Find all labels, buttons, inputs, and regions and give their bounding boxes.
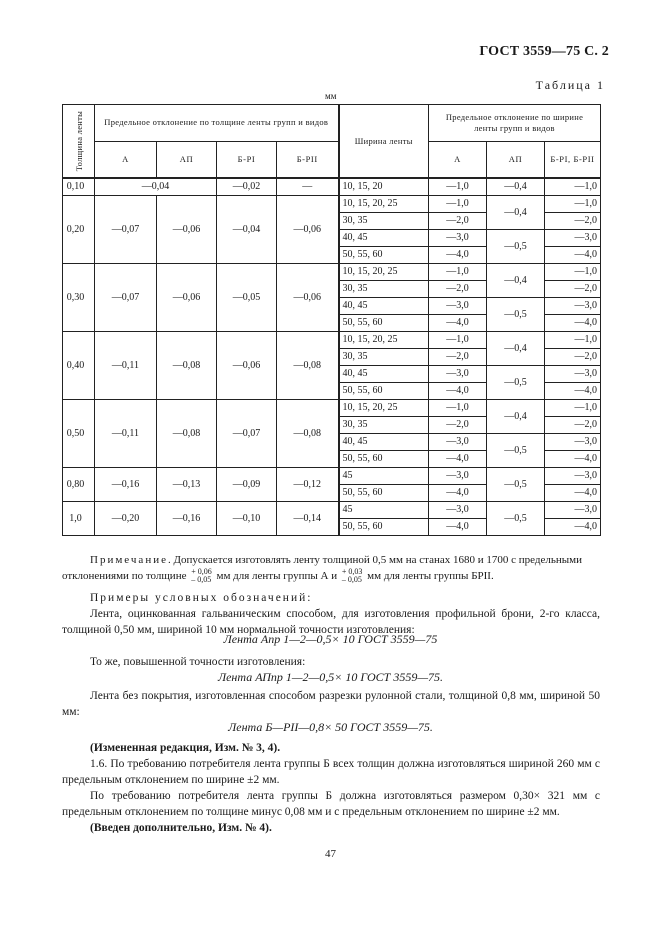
width-cell: 10, 15, 20, 25: [339, 400, 429, 417]
width-dev-ap-cell: —0,5: [487, 502, 545, 536]
width-dev-ap-cell: —0,4: [487, 264, 545, 298]
width-dev-a-cell: —3,0: [429, 298, 487, 315]
deviation-brp-cell: —0,07: [217, 400, 277, 468]
deviation-ap-cell: —0,08: [157, 332, 217, 400]
deviation-brp-cell: —0,09: [217, 468, 277, 502]
width-dev-b-cell: —4,0: [545, 383, 601, 400]
width-cell: 50, 55, 60: [339, 519, 429, 536]
width-dev-ap-cell: —0,5: [487, 468, 545, 502]
width-cell: 30, 35: [339, 281, 429, 298]
width-dev-a-cell: —2,0: [429, 281, 487, 298]
example-3-designation: Лента Б—РII—0,8× 50 ГОСТ 3559—75.: [228, 720, 433, 734]
width-dev-a-cell: —2,0: [429, 349, 487, 366]
width-dev-a-cell: —1,0: [429, 400, 487, 417]
table-caption: Таблица 1: [535, 78, 605, 92]
width-dev-b-cell: —2,0: [545, 213, 601, 230]
table-note: [62, 552, 600, 584]
deviation-a-cell: —0,07: [95, 196, 157, 264]
width-dev-a-cell: —3,0: [429, 434, 487, 451]
width-dev-b-cell: —3,0: [545, 230, 601, 247]
width-dev-b-cell: —2,0: [545, 349, 601, 366]
width-dev-ap-cell: —0,4: [487, 178, 545, 196]
width-cell: 50, 55, 60: [339, 315, 429, 332]
width-dev-b-cell: —3,0: [545, 298, 601, 315]
col-header-width-b: Б-РI, Б-РII: [545, 141, 601, 178]
width-dev-a-cell: —3,0: [429, 502, 487, 519]
deviation-brp-cell: —0,04: [217, 196, 277, 264]
width-dev-ap-cell: —0,4: [487, 332, 545, 366]
paragraph-1-6-b: По требованию потребителя лента группы Б должна изготовляться размером 0,30× 321 мм с предельным отклонением по толщине минус 0,08 мм и с предельным отклонением по ширине ±2 мм.: [62, 790, 600, 818]
col-header-brpii: Б-РII: [277, 141, 339, 178]
thickness-cell: 1,0: [63, 502, 95, 536]
width-cell: 40, 45: [339, 434, 429, 451]
note-fraction-brpii: + 0,03 – 0,05: [341, 567, 363, 585]
width-dev-a-cell: —1,0: [429, 196, 487, 213]
thickness-cell: 0,20: [63, 196, 95, 264]
deviation-a-cell: —0,16: [95, 468, 157, 502]
deviation-brpii-cell: —0,08: [277, 332, 339, 400]
thickness-header: Толщина ленты: [63, 105, 95, 179]
deviation-brp-cell: —0,06: [217, 332, 277, 400]
width-dev-b-cell: —3,0: [545, 468, 601, 485]
width-cell: 45: [339, 468, 429, 485]
deviation-brp-cell: —0,10: [217, 502, 277, 536]
table-row: [63, 400, 601, 417]
width-cell: 10, 15, 20, 25: [339, 264, 429, 281]
deviation-brpii-cell: —0,12: [277, 468, 339, 502]
amendment-note-1: (Измененная редакция, Изм. № 3, 4).: [90, 742, 281, 754]
deviation-a-cell: —0,20: [95, 502, 157, 536]
deviation-brpii-cell: —0,08: [277, 400, 339, 468]
width-cell: 40, 45: [339, 366, 429, 383]
col-header-width-a: А: [429, 141, 487, 178]
note-text-2: отклонениями по толщине: [62, 570, 187, 582]
note-fraction-a: + 0,06 – 0,05: [191, 567, 212, 585]
width-dev-b-cell: —1,0: [545, 332, 601, 349]
table-row: [63, 264, 601, 281]
width-cell: 30, 35: [339, 417, 429, 434]
thickness-cell: 0,50: [63, 400, 95, 468]
deviation-brp-cell: —0,05: [217, 264, 277, 332]
width-dev-ap-cell: —0,5: [487, 434, 545, 468]
note-text-1: . Допускается изготовлять ленту толщиной 0,5 мм на станах 1680 и 1700 с предельными: [167, 554, 582, 566]
width-dev-b-cell: —3,0: [545, 502, 601, 519]
width-cell: 40, 45: [339, 230, 429, 247]
note-text-3: мм для ленты группы А и: [216, 570, 338, 582]
col-header-width-ap: АП: [487, 141, 545, 178]
width-cell: 30, 35: [339, 213, 429, 230]
deviation-a-cell: —0,11: [95, 332, 157, 400]
col-header-brp: Б-РI: [217, 141, 277, 178]
deviation-brp-cell: —0,02: [217, 178, 277, 196]
width-dev-a-cell: —4,0: [429, 383, 487, 400]
width-dev-b-cell: —1,0: [545, 264, 601, 281]
width-dev-ap-cell: —0,4: [487, 400, 545, 434]
width-dev-b-cell: —3,0: [545, 434, 601, 451]
table-row: [63, 332, 601, 349]
width-dev-b-cell: —4,0: [545, 451, 601, 468]
amendment-note-2: (Введен дополнительно, Изм. № 4).: [90, 822, 272, 834]
tolerance-table: [62, 104, 601, 536]
width-deviation-header: Предельное отклонение по ширине ленты групп и видов: [429, 105, 601, 142]
note-text-4: мм для ленты группы БРII.: [367, 570, 494, 582]
deviation-a-cell: —0,11: [95, 400, 157, 468]
example-2-designation: Лента АПпр 1—2—0,5× 10 ГОСТ 3559—75.: [217, 670, 444, 684]
width-dev-a-cell: —3,0: [429, 366, 487, 383]
width-dev-a-cell: —1,0: [429, 178, 487, 196]
width-dev-b-cell: —1,0: [545, 196, 601, 213]
width-cell: 30, 35: [339, 349, 429, 366]
width-dev-a-cell: —4,0: [429, 247, 487, 264]
thickness-cell: 0,10: [63, 178, 95, 196]
deviation-ap-cell: —0,08: [157, 400, 217, 468]
thickness-cell: 0,30: [63, 264, 95, 332]
width-cell: 50, 55, 60: [339, 451, 429, 468]
width-cell: 50, 55, 60: [339, 485, 429, 502]
page-number: 47: [325, 848, 336, 860]
width-dev-a-cell: —3,0: [429, 468, 487, 485]
example-1-designation: Лента Апр 1—2—0,5× 10 ГОСТ 3559—75: [223, 632, 438, 646]
table-row: [63, 502, 601, 519]
width-dev-a-cell: —4,0: [429, 485, 487, 502]
col-header-a: А: [95, 141, 157, 178]
thickness-cell: 0,40: [63, 332, 95, 400]
width-cell: 10, 15, 20: [339, 178, 429, 196]
width-dev-b-cell: —3,0: [545, 366, 601, 383]
width-dev-a-cell: —2,0: [429, 213, 487, 230]
deviation-brpii-cell: —0,06: [277, 196, 339, 264]
width-dev-b-cell: —1,0: [545, 400, 601, 417]
width-dev-a-cell: —1,0: [429, 264, 487, 281]
table-row: [63, 196, 601, 213]
width-cell: 10, 15, 20, 25: [339, 332, 429, 349]
example-2-text: То же, повышенной точности изготовления:: [90, 656, 306, 668]
width-cell: 10, 15, 20, 25: [339, 196, 429, 213]
width-dev-b-cell: —4,0: [545, 247, 601, 264]
width-dev-b-cell: —2,0: [545, 417, 601, 434]
width-dev-a-cell: —1,0: [429, 332, 487, 349]
width-dev-b-cell: —4,0: [545, 485, 601, 502]
table-row: [63, 178, 601, 196]
unit-label: мм: [325, 91, 337, 101]
deviation-ap-cell: —0,16: [157, 502, 217, 536]
deviation-ap-cell: —0,06: [157, 264, 217, 332]
width-cell: 40, 45: [339, 298, 429, 315]
paragraph-1-6: 1.6. По требованию потребителя лента группы Б всех толщин должна изготовляться шириной 260 мм с предельным отклонением по ширине ±2 мм.: [62, 758, 600, 786]
width-dev-ap-cell: —0,5: [487, 298, 545, 332]
width-header: Ширина ленты: [339, 105, 429, 179]
deviation-ap-cell: —0,13: [157, 468, 217, 502]
width-dev-ap-cell: —0,4: [487, 196, 545, 230]
width-dev-a-cell: —4,0: [429, 519, 487, 536]
thickness-deviation-header: Предельное отклонение по толщине ленты групп и видов: [95, 105, 339, 142]
table-row: [63, 468, 601, 485]
width-dev-b-cell: —1,0: [545, 178, 601, 196]
width-dev-ap-cell: —0,5: [487, 230, 545, 264]
deviation-brpii-cell: —0,14: [277, 502, 339, 536]
examples-heading: Примеры условных обозначений:: [90, 592, 313, 604]
deviation-a-ap-cell: —0,04: [95, 178, 217, 196]
width-dev-a-cell: —4,0: [429, 315, 487, 332]
example-1-text: Лента, оцинкованная гальваническим способом, для изготовления профильной брони, 2-го класса, толщиной 0,50 мм, шириной 10 мм нормальной точности изготовления:: [62, 608, 600, 636]
width-cell: 50, 55, 60: [339, 383, 429, 400]
width-dev-ap-cell: —0,5: [487, 366, 545, 400]
width-dev-a-cell: —3,0: [429, 230, 487, 247]
deviation-brpii-cell: —: [277, 178, 339, 196]
width-dev-b-cell: —4,0: [545, 315, 601, 332]
width-dev-a-cell: —4,0: [429, 451, 487, 468]
col-header-ap: АП: [157, 141, 217, 178]
example-3-text: Лента без покрытия, изготовленная способом разрезки рулонной стали, толщиной 0,8 мм, шириной 50 мм:: [62, 690, 600, 718]
width-cell: 50, 55, 60: [339, 247, 429, 264]
deviation-ap-cell: —0,06: [157, 196, 217, 264]
page-header: ГОСТ 3559—75 С. 2: [479, 44, 609, 59]
deviation-brpii-cell: —0,06: [277, 264, 339, 332]
thickness-cell: 0,80: [63, 468, 95, 502]
note-label: Примечание: [90, 554, 168, 566]
width-dev-a-cell: —2,0: [429, 417, 487, 434]
width-cell: 45: [339, 502, 429, 519]
deviation-a-cell: —0,07: [95, 264, 157, 332]
width-dev-b-cell: —2,0: [545, 281, 601, 298]
width-dev-b-cell: —4,0: [545, 519, 601, 536]
